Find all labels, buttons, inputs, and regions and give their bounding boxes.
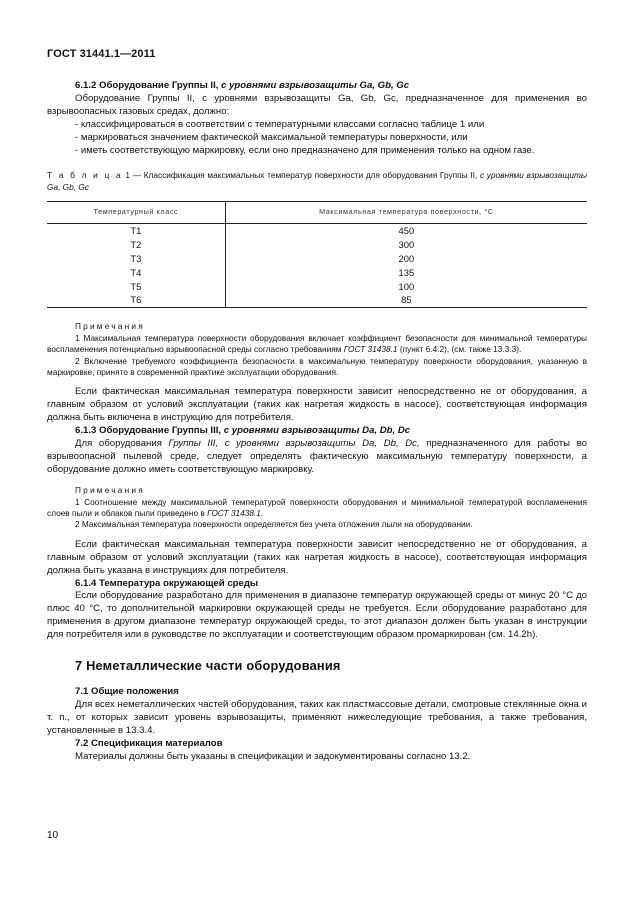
table-row xyxy=(47,279,587,293)
section-6-1-4-title: 6.1.4 Температура окружающей среды xyxy=(75,577,259,589)
list-item: - классифицироваться в соответствии с температурными классами согласно таблице 1 или xyxy=(75,118,485,130)
section-6-1-2-title-italic: с уровнями взрывозащиты Ga, Gb, Gc xyxy=(221,80,410,91)
notes-title: Примечания xyxy=(75,484,145,495)
table-caption-text: 1 — Классификация максимальных температур поверхности для оборудования Группы II, xyxy=(122,170,480,181)
table-cell: T6 xyxy=(47,293,225,307)
table-cell: T5 xyxy=(47,279,225,293)
section-6-1-3-title-plain: 6.1.3 Оборудование Группы III, xyxy=(75,425,224,437)
table-row xyxy=(47,224,587,238)
section-7-title: 7 Неметаллические части оборудования xyxy=(75,658,341,674)
table-row xyxy=(47,252,587,266)
section-6-1-3-text-italic: Группы III, с уровнями взрывозащиты Da, Db, Dc, xyxy=(168,437,420,449)
note-1-reference: ГОСТ 31438.1. xyxy=(207,508,264,518)
table-cell: 200 xyxy=(398,253,415,265)
table-cell: 85 xyxy=(225,293,587,307)
section-7-1-title: 7.1 Общие положения xyxy=(75,685,179,697)
page-header: ГОСТ 31441.1—2011 xyxy=(47,48,156,60)
section-6-1-2-title xyxy=(47,80,587,93)
section-6-1-2-paragraph: Оборудование Группы II, с уровнями взрывозащиты Ga, Gb, Gc, предназначенное для применения во взрывоопасных газовых средах, должно: xyxy=(47,92,587,117)
section-6-1-3-text-a: Для оборудования xyxy=(75,437,169,449)
section-6-1-3-title xyxy=(47,425,587,438)
table-row xyxy=(47,238,587,252)
table-cell: 135 xyxy=(398,266,415,278)
paragraph-after-notes: Если фактическая максимальная температура поверхности зависит непосредственно не от оборудования, а главным образом от условий эксплуатации (таких как нагретая жидкость в насосе), соответствующая информация должна быть включена в инструкцию для потребителя. xyxy=(47,386,587,424)
table-header-row xyxy=(47,202,587,224)
table-cell: T4 xyxy=(47,265,225,279)
table-cell: T3 xyxy=(47,252,225,266)
list-item: - иметь соответствующую маркировку, если оно предназначено для применения только на одном газе. xyxy=(75,144,535,156)
paragraph-after-notes: Если фактическая максимальная температура поверхности зависит непосредственно не от оборудования, а главным образом от условий эксплуатации (таких как нагретая жидкость в насосе), соответствующая информация должна быть указана в инструкциях для потребителя. xyxy=(47,538,587,576)
section-6-1-3-paragraph xyxy=(47,438,587,477)
temperature-class-table xyxy=(47,201,587,308)
section-7-2-title: 7.2 Спецификация материалов xyxy=(75,737,223,749)
note-1-text: 1 Максимальная температура поверхности оборудования включает коэффициент безопасности для минимальной температуры воспламенения потенциально взрывоопасной среды согласно требованиям xyxy=(47,332,587,355)
section-6-1-3-title-italic: с уровнями взрывозащиты Da, Db, Dc xyxy=(223,425,411,437)
note-2: 2 Максимальная температура поверхности определяется без учета отложения пыли на оборудовании. xyxy=(75,519,473,530)
table-cell: 450 xyxy=(398,225,415,237)
table-cell: T1 xyxy=(47,224,225,238)
table-row xyxy=(47,293,587,307)
table-cell: 300 xyxy=(398,239,415,251)
column-header-temp-class: Температурный класс xyxy=(47,202,225,224)
list-item: - маркироваться значением фактической максимальной температуры поверхности, или xyxy=(75,131,468,143)
table-caption-label: Т а б л и ц а xyxy=(47,170,123,181)
note-1 xyxy=(47,497,587,520)
notes-title: Примечания xyxy=(75,320,145,331)
section-7-2-paragraph: Материалы должны быть указаны в спецификации и задокументированы согласно 13.2. xyxy=(75,750,471,762)
note-1-reference: ГОСТ 31438.1 xyxy=(343,344,398,355)
table-cell: T2 xyxy=(47,238,225,252)
page-number: 10 xyxy=(47,830,59,841)
note-1-tail: (пункт 6.4.2), (см. также 13.3.3). xyxy=(397,344,522,355)
section-7-1-paragraph: Для всех неметаллических частей оборудования, таких как пластмассовые детали, смотровые стеклянные окна и т. п., от которых зависит уровень взрывозащиты, применяют нижеследующие требования, а также требования, установленные в 13.3.4. xyxy=(47,698,587,736)
section-6-1-4-paragraph: Если оборудование разработано для применения в диапазоне температур окружающей среды от минус 20 °С до плюс 40 °С, то дополнительной маркировки окружающей среды не требуется. Если оборудование разработано для применения в другом диапазоне температур окружающей среды, то этот диапазон должен быть указан в инструкции для потребителя или в руководстве по эксплуатации и соответствующим образом промаркирован (см. 14.2h). xyxy=(47,590,587,641)
section-6-1-3-text-c: предназначенного для работы во взрывоопасной пылевой среде, следует определять фактическую максимальную температуру поверхности, а оборудование должно иметь соответствующую маркировку. xyxy=(47,437,587,475)
table-row xyxy=(47,265,587,279)
table-caption-italic: с уровнями взрывозащиты Ga, Gb, Gc xyxy=(47,170,588,192)
table-caption xyxy=(47,170,587,193)
section-6-1-2-title-plain: 6.1.2 Оборудование Группы II, xyxy=(75,80,222,91)
note-1 xyxy=(47,333,587,356)
column-header-max-temp: Максимальная температура поверхности, °С xyxy=(225,202,587,224)
note-1-text: 1 Соотношение между максимальной температурой поверхности оборудования и минимальной температурой воспламенения слоев пыли и облаков пыли приведено в xyxy=(47,496,587,518)
document-content xyxy=(47,80,587,763)
table-cell: 100 xyxy=(398,280,415,292)
note-2: 2 Включение требуемого коэффициента безопасности в максимальную температуру поверхности оборудования, указанную в маркировке, принято в современной практике эксплуатации оборудования. xyxy=(47,355,587,377)
